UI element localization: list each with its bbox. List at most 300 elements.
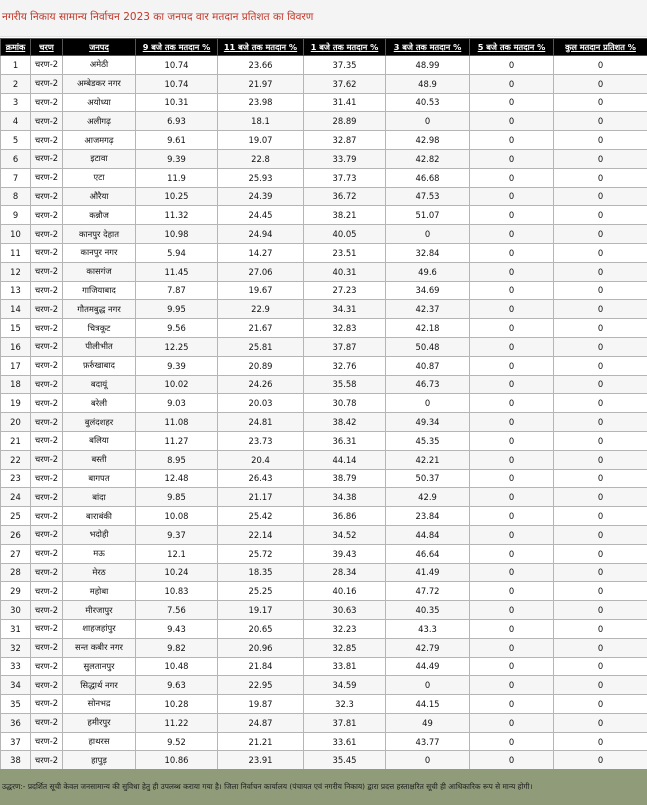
table-row <box>1 319 647 338</box>
table-row <box>1 619 647 638</box>
cell-1pm: 27.23 <box>304 281 386 300</box>
header-11am[interactable]: 11 बजे तक मतदान % <box>218 39 304 56</box>
cell-3pm: 43.77 <box>386 732 470 751</box>
cell-3pm: 44.84 <box>386 525 470 544</box>
cell-3pm: 49 <box>386 713 470 732</box>
cell-total: 0 <box>554 187 647 206</box>
table-row <box>1 394 647 413</box>
cell-9am: 9.85 <box>136 488 218 507</box>
cell-9am: 8.95 <box>136 450 218 469</box>
cell-5pm: 0 <box>470 187 554 206</box>
cell-district: कासगंज <box>63 262 136 281</box>
cell-11am: 25.25 <box>218 582 304 601</box>
cell-9am: 9.03 <box>136 394 218 413</box>
cell-11am: 25.72 <box>218 544 304 563</box>
header-serial[interactable]: क्रमांक <box>1 39 31 56</box>
cell-3pm: 47.53 <box>386 187 470 206</box>
cell-9am: 11.9 <box>136 168 218 187</box>
cell-5pm: 0 <box>470 319 554 338</box>
cell-serial: 29 <box>1 582 31 601</box>
cell-phase: चरण-2 <box>31 187 63 206</box>
cell-serial: 16 <box>1 337 31 356</box>
table-row <box>1 582 647 601</box>
cell-3pm: 40.87 <box>386 356 470 375</box>
cell-9am: 9.43 <box>136 619 218 638</box>
cell-1pm: 33.79 <box>304 149 386 168</box>
cell-phase: चरण-2 <box>31 300 63 319</box>
cell-phase: चरण-2 <box>31 732 63 751</box>
cell-3pm: 42.18 <box>386 319 470 338</box>
cell-5pm: 0 <box>470 601 554 620</box>
table-row <box>1 676 647 695</box>
cell-9am: 11.27 <box>136 431 218 450</box>
cell-total: 0 <box>554 676 647 695</box>
table-row <box>1 187 647 206</box>
cell-serial: 30 <box>1 601 31 620</box>
table-header-row <box>1 39 647 56</box>
cell-1pm: 31.41 <box>304 93 386 112</box>
cell-serial: 10 <box>1 225 31 244</box>
cell-district: बदायूं <box>63 375 136 394</box>
cell-total: 0 <box>554 638 647 657</box>
cell-9am: 10.25 <box>136 187 218 206</box>
cell-9am: 11.22 <box>136 713 218 732</box>
cell-district: मेरठ <box>63 563 136 582</box>
cell-9am: 7.87 <box>136 281 218 300</box>
cell-3pm: 48.99 <box>386 56 470 75</box>
cell-district: बरेली <box>63 394 136 413</box>
cell-11am: 22.8 <box>218 149 304 168</box>
table-row <box>1 601 647 620</box>
cell-district: महोबा <box>63 582 136 601</box>
cell-9am: 11.08 <box>136 413 218 432</box>
cell-serial: 31 <box>1 619 31 638</box>
cell-total: 0 <box>554 375 647 394</box>
cell-district: बुलंदशहर <box>63 413 136 432</box>
cell-11am: 21.97 <box>218 74 304 93</box>
cell-district: अलीगढ़ <box>63 112 136 131</box>
cell-serial: 27 <box>1 544 31 563</box>
cell-total: 0 <box>554 168 647 187</box>
cell-phase: चरण-2 <box>31 413 63 432</box>
cell-3pm: 0 <box>386 225 470 244</box>
cell-district: पीलीभीत <box>63 337 136 356</box>
cell-11am: 24.94 <box>218 225 304 244</box>
cell-total: 0 <box>554 469 647 488</box>
cell-district: बलिया <box>63 431 136 450</box>
cell-district: एटा <box>63 168 136 187</box>
cell-phase: चरण-2 <box>31 56 63 75</box>
cell-total: 0 <box>554 732 647 751</box>
cell-district: कन्नौज <box>63 206 136 225</box>
cell-3pm: 0 <box>386 676 470 695</box>
cell-1pm: 36.31 <box>304 431 386 450</box>
cell-total: 0 <box>554 601 647 620</box>
cell-district: बांदा <box>63 488 136 507</box>
cell-district: चित्रकूट <box>63 319 136 338</box>
cell-11am: 21.67 <box>218 319 304 338</box>
cell-phase: चरण-2 <box>31 337 63 356</box>
cell-total: 0 <box>554 356 647 375</box>
cell-5pm: 0 <box>470 582 554 601</box>
title-bar <box>0 0 647 37</box>
cell-5pm: 0 <box>470 544 554 563</box>
cell-serial: 38 <box>1 751 31 770</box>
cell-11am: 22.9 <box>218 300 304 319</box>
table-row <box>1 356 647 375</box>
cell-1pm: 23.51 <box>304 243 386 262</box>
cell-3pm: 47.72 <box>386 582 470 601</box>
cell-1pm: 28.34 <box>304 563 386 582</box>
cell-5pm: 0 <box>470 74 554 93</box>
cell-total: 0 <box>554 225 647 244</box>
table-row <box>1 413 647 432</box>
cell-11am: 24.81 <box>218 413 304 432</box>
cell-5pm: 0 <box>470 450 554 469</box>
cell-serial: 23 <box>1 469 31 488</box>
header-3pm[interactable]: 3 बजे तक मतदान % <box>386 39 470 56</box>
cell-serial: 11 <box>1 243 31 262</box>
cell-serial: 35 <box>1 695 31 714</box>
cell-total: 0 <box>554 131 647 150</box>
cell-total: 0 <box>554 56 647 75</box>
cell-5pm: 0 <box>470 112 554 131</box>
cell-5pm: 0 <box>470 488 554 507</box>
table-row <box>1 225 647 244</box>
table-row <box>1 488 647 507</box>
header-district[interactable]: जनपद <box>63 39 136 56</box>
header-5pm[interactable]: 5 बजे तक मतदान % <box>470 39 554 56</box>
cell-9am: 10.08 <box>136 507 218 526</box>
cell-3pm: 50.48 <box>386 337 470 356</box>
cell-district: हाथरस <box>63 732 136 751</box>
header-total[interactable]: कुल मतदान प्रतिशत % <box>554 39 647 56</box>
cell-1pm: 40.16 <box>304 582 386 601</box>
cell-5pm: 0 <box>470 676 554 695</box>
cell-9am: 10.24 <box>136 563 218 582</box>
cell-district: सोनभद्र <box>63 695 136 714</box>
cell-9am: 10.02 <box>136 375 218 394</box>
cell-1pm: 38.79 <box>304 469 386 488</box>
cell-serial: 25 <box>1 507 31 526</box>
table-row <box>1 262 647 281</box>
cell-phase: चरण-2 <box>31 74 63 93</box>
cell-phase: चरण-2 <box>31 375 63 394</box>
cell-serial: 32 <box>1 638 31 657</box>
cell-total: 0 <box>554 507 647 526</box>
cell-serial: 18 <box>1 375 31 394</box>
cell-1pm: 28.89 <box>304 112 386 131</box>
cell-total: 0 <box>554 713 647 732</box>
cell-11am: 20.65 <box>218 619 304 638</box>
cell-3pm: 42.79 <box>386 638 470 657</box>
cell-3pm: 44.15 <box>386 695 470 714</box>
cell-district: बागपत <box>63 469 136 488</box>
cell-serial: 14 <box>1 300 31 319</box>
cell-1pm: 32.87 <box>304 131 386 150</box>
cell-1pm: 33.61 <box>304 732 386 751</box>
cell-3pm: 46.68 <box>386 168 470 187</box>
cell-1pm: 37.35 <box>304 56 386 75</box>
cell-9am: 9.52 <box>136 732 218 751</box>
cell-3pm: 42.21 <box>386 450 470 469</box>
header-9am[interactable]: 9 बजे तक मतदान % <box>136 39 218 56</box>
cell-total: 0 <box>554 413 647 432</box>
cell-5pm: 0 <box>470 469 554 488</box>
table-row <box>1 281 647 300</box>
cell-9am: 12.25 <box>136 337 218 356</box>
cell-1pm: 35.45 <box>304 751 386 770</box>
cell-phase: चरण-2 <box>31 431 63 450</box>
cell-11am: 18.1 <box>218 112 304 131</box>
cell-phase: चरण-2 <box>31 262 63 281</box>
cell-phase: चरण-2 <box>31 93 63 112</box>
cell-1pm: 32.83 <box>304 319 386 338</box>
cell-district: गौतमबुद्ध नगर <box>63 300 136 319</box>
cell-5pm: 0 <box>470 507 554 526</box>
cell-1pm: 32.76 <box>304 356 386 375</box>
cell-serial: 1 <box>1 56 31 75</box>
cell-district: औरैया <box>63 187 136 206</box>
cell-serial: 24 <box>1 488 31 507</box>
cell-total: 0 <box>554 319 647 338</box>
cell-9am: 9.95 <box>136 300 218 319</box>
cell-1pm: 33.81 <box>304 657 386 676</box>
cell-phase: चरण-2 <box>31 582 63 601</box>
cell-total: 0 <box>554 619 647 638</box>
cell-5pm: 0 <box>470 563 554 582</box>
cell-9am: 6.93 <box>136 112 218 131</box>
cell-11am: 22.95 <box>218 676 304 695</box>
cell-total: 0 <box>554 751 647 770</box>
cell-phase: चरण-2 <box>31 507 63 526</box>
cell-phase: चरण-2 <box>31 676 63 695</box>
cell-5pm: 0 <box>470 638 554 657</box>
cell-district: अमेठी <box>63 56 136 75</box>
cell-11am: 23.91 <box>218 751 304 770</box>
table-row <box>1 56 647 75</box>
cell-phase: चरण-2 <box>31 544 63 563</box>
table-row <box>1 74 647 93</box>
cell-district: कानपुर देहात <box>63 225 136 244</box>
cell-9am: 9.61 <box>136 131 218 150</box>
cell-3pm: 23.84 <box>386 507 470 526</box>
cell-11am: 24.39 <box>218 187 304 206</box>
cell-total: 0 <box>554 337 647 356</box>
cell-serial: 9 <box>1 206 31 225</box>
cell-1pm: 36.72 <box>304 187 386 206</box>
cell-11am: 25.42 <box>218 507 304 526</box>
cell-5pm: 0 <box>470 168 554 187</box>
cell-total: 0 <box>554 657 647 676</box>
cell-district: बस्ती <box>63 450 136 469</box>
cell-11am: 21.21 <box>218 732 304 751</box>
cell-district: फ़र्रुखाबाद <box>63 356 136 375</box>
cell-total: 0 <box>554 431 647 450</box>
table-row <box>1 525 647 544</box>
cell-serial: 34 <box>1 676 31 695</box>
cell-phase: चरण-2 <box>31 695 63 714</box>
table-row <box>1 243 647 262</box>
cell-phase: चरण-2 <box>31 206 63 225</box>
cell-11am: 19.87 <box>218 695 304 714</box>
cell-1pm: 34.52 <box>304 525 386 544</box>
turnout-table <box>0 38 647 770</box>
cell-district: हापुड़ <box>63 751 136 770</box>
cell-1pm: 36.86 <box>304 507 386 526</box>
cell-1pm: 38.42 <box>304 413 386 432</box>
cell-5pm: 0 <box>470 300 554 319</box>
cell-3pm: 42.98 <box>386 131 470 150</box>
cell-phase: चरण-2 <box>31 469 63 488</box>
table-row <box>1 300 647 319</box>
cell-9am: 10.31 <box>136 93 218 112</box>
cell-phase: चरण-2 <box>31 619 63 638</box>
cell-district: मऊ <box>63 544 136 563</box>
table-row <box>1 507 647 526</box>
cell-total: 0 <box>554 300 647 319</box>
cell-5pm: 0 <box>470 657 554 676</box>
cell-serial: 17 <box>1 356 31 375</box>
cell-phase: चरण-2 <box>31 713 63 732</box>
cell-serial: 13 <box>1 281 31 300</box>
cell-phase: चरण-2 <box>31 112 63 131</box>
cell-total: 0 <box>554 262 647 281</box>
cell-total: 0 <box>554 450 647 469</box>
cell-5pm: 0 <box>470 206 554 225</box>
cell-3pm: 49.6 <box>386 262 470 281</box>
cell-total: 0 <box>554 525 647 544</box>
table-row <box>1 168 647 187</box>
table-row <box>1 112 647 131</box>
cell-phase: चरण-2 <box>31 281 63 300</box>
table-row <box>1 131 647 150</box>
cell-1pm: 32.85 <box>304 638 386 657</box>
cell-phase: चरण-2 <box>31 356 63 375</box>
cell-district: अम्बेडकर नगर <box>63 74 136 93</box>
cell-serial: 21 <box>1 431 31 450</box>
cell-5pm: 0 <box>470 619 554 638</box>
table-row <box>1 751 647 770</box>
cell-phase: चरण-2 <box>31 563 63 582</box>
table-row <box>1 544 647 563</box>
cell-5pm: 0 <box>470 262 554 281</box>
cell-phase: चरण-2 <box>31 168 63 187</box>
cell-11am: 26.43 <box>218 469 304 488</box>
cell-serial: 4 <box>1 112 31 131</box>
cell-11am: 14.27 <box>218 243 304 262</box>
cell-phase: चरण-2 <box>31 488 63 507</box>
cell-11am: 25.81 <box>218 337 304 356</box>
cell-serial: 36 <box>1 713 31 732</box>
cell-11am: 23.66 <box>218 56 304 75</box>
cell-serial: 5 <box>1 131 31 150</box>
cell-total: 0 <box>554 695 647 714</box>
cell-11am: 19.67 <box>218 281 304 300</box>
table-row <box>1 713 647 732</box>
cell-3pm: 43.3 <box>386 619 470 638</box>
table-row <box>1 695 647 714</box>
cell-phase: चरण-2 <box>31 394 63 413</box>
page-title: नगरीय निकाय सामान्य निर्वाचन 2023 का जनपद वार मतदान प्रतिशत का विवरण <box>2 11 314 23</box>
cell-5pm: 0 <box>470 225 554 244</box>
cell-11am: 18.35 <box>218 563 304 582</box>
cell-3pm: 51.07 <box>386 206 470 225</box>
cell-1pm: 44.14 <box>304 450 386 469</box>
cell-3pm: 42.9 <box>386 488 470 507</box>
header-phase[interactable]: चरण <box>31 39 63 56</box>
table-body <box>1 56 647 770</box>
cell-9am: 10.74 <box>136 56 218 75</box>
cell-total: 0 <box>554 563 647 582</box>
table-row <box>1 657 647 676</box>
cell-3pm: 42.82 <box>386 149 470 168</box>
cell-11am: 27.06 <box>218 262 304 281</box>
cell-5pm: 0 <box>470 732 554 751</box>
cell-3pm: 45.35 <box>386 431 470 450</box>
cell-1pm: 40.31 <box>304 262 386 281</box>
cell-3pm: 0 <box>386 751 470 770</box>
cell-phase: चरण-2 <box>31 319 63 338</box>
cell-total: 0 <box>554 206 647 225</box>
cell-3pm: 46.73 <box>386 375 470 394</box>
cell-serial: 3 <box>1 93 31 112</box>
cell-phase: चरण-2 <box>31 243 63 262</box>
cell-9am: 12.48 <box>136 469 218 488</box>
cell-9am: 10.74 <box>136 74 218 93</box>
cell-5pm: 0 <box>470 56 554 75</box>
cell-serial: 15 <box>1 319 31 338</box>
cell-3pm: 0 <box>386 394 470 413</box>
cell-1pm: 30.78 <box>304 394 386 413</box>
cell-3pm: 49.34 <box>386 413 470 432</box>
cell-total: 0 <box>554 394 647 413</box>
cell-serial: 2 <box>1 74 31 93</box>
header-1pm[interactable]: 1 बजे तक मतदान % <box>304 39 386 56</box>
cell-district: कानपुर नगर <box>63 243 136 262</box>
cell-1pm: 37.87 <box>304 337 386 356</box>
cell-3pm: 42.37 <box>386 300 470 319</box>
cell-5pm: 0 <box>470 713 554 732</box>
cell-11am: 19.17 <box>218 601 304 620</box>
cell-3pm: 48.9 <box>386 74 470 93</box>
cell-serial: 37 <box>1 732 31 751</box>
cell-9am: 9.63 <box>136 676 218 695</box>
table-row <box>1 149 647 168</box>
cell-9am: 9.39 <box>136 356 218 375</box>
cell-total: 0 <box>554 281 647 300</box>
cell-9am: 10.48 <box>136 657 218 676</box>
cell-district: सुलतानपुर <box>63 657 136 676</box>
cell-3pm: 32.84 <box>386 243 470 262</box>
cell-district: शाहजहांपुर <box>63 619 136 638</box>
cell-total: 0 <box>554 488 647 507</box>
cell-11am: 24.45 <box>218 206 304 225</box>
cell-3pm: 50.37 <box>386 469 470 488</box>
cell-5pm: 0 <box>470 131 554 150</box>
cell-1pm: 34.31 <box>304 300 386 319</box>
cell-phase: चरण-2 <box>31 450 63 469</box>
cell-district: इटावा <box>63 149 136 168</box>
cell-serial: 6 <box>1 149 31 168</box>
cell-1pm: 32.23 <box>304 619 386 638</box>
cell-5pm: 0 <box>470 695 554 714</box>
cell-5pm: 0 <box>470 394 554 413</box>
cell-11am: 24.26 <box>218 375 304 394</box>
cell-9am: 10.86 <box>136 751 218 770</box>
cell-11am: 24.87 <box>218 713 304 732</box>
cell-11am: 20.89 <box>218 356 304 375</box>
